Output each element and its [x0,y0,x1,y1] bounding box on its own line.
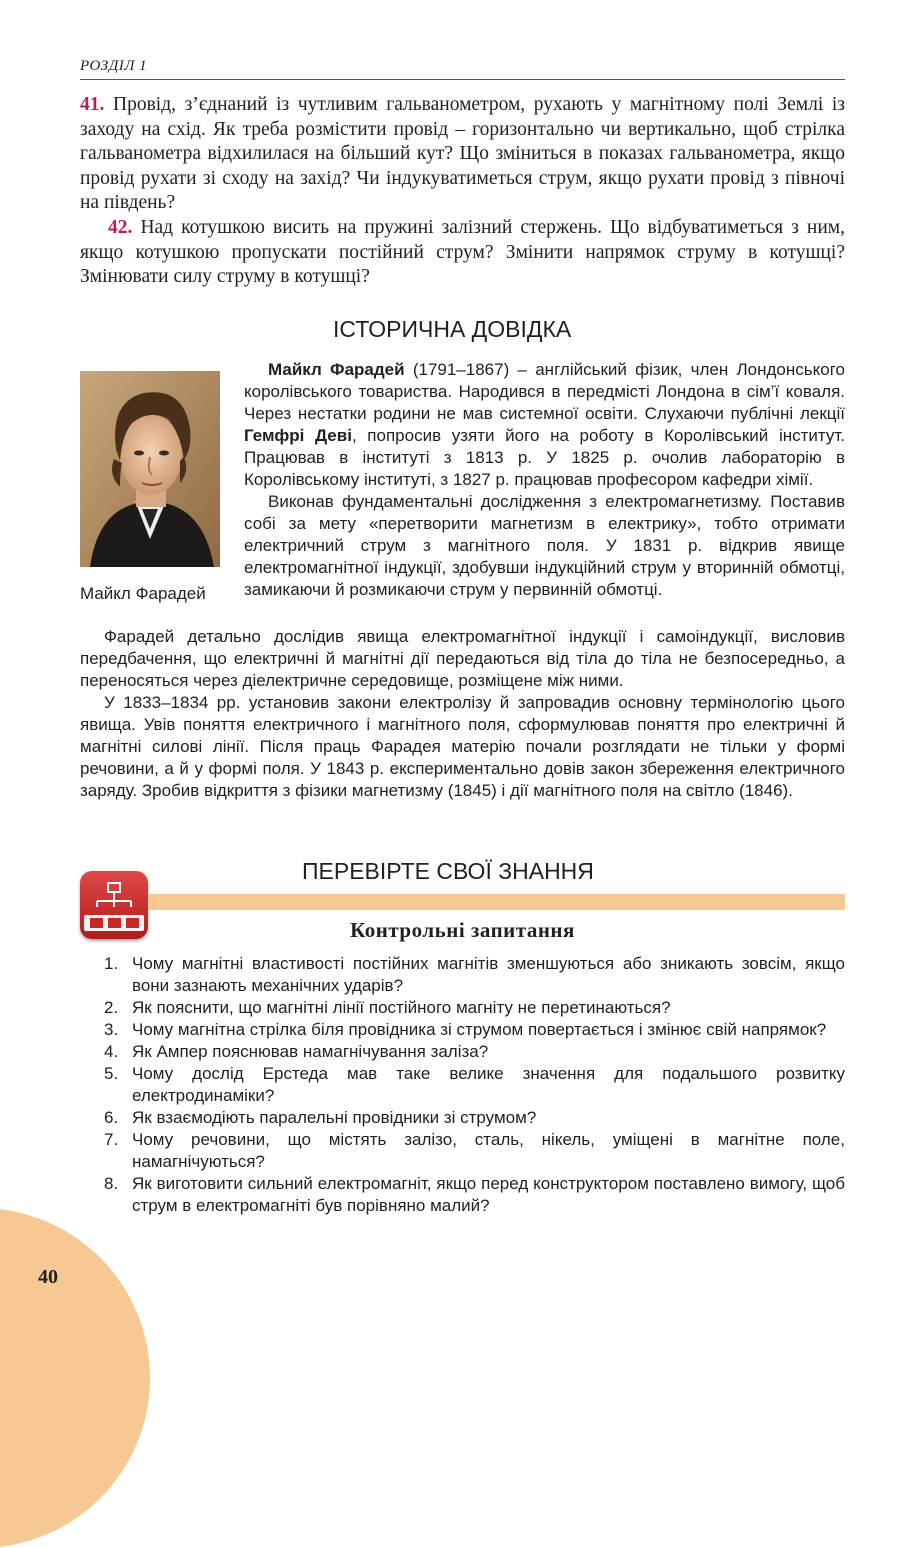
problem-41 [80,93,845,216]
item-text: Як взаємодіють паралельні провідники зі струмом? [132,1108,537,1127]
list-item [104,1107,845,1129]
problem-text: Над котушкою висить на пружині залізний стержень. Що відбуватиметься з ним, якщо котушкою пропускати постійний струм? Змінити напрямок струму в котушці? Змінювати силу струму в котушці? [80,217,846,287]
history-text: , попросив узяти його на роботу в Королівський інститут. Працював в інституті з 1813 р. У 1825 р. очолив лабораторію в Королівському інституті, з 1827 р. працював професором кафедри хімії. [244,426,845,489]
problem-42 [80,216,845,290]
person-name: Майкл Фарадей [268,360,405,379]
item-number: 2. [104,998,119,1017]
page-number: 40 [38,1266,58,1288]
section-band [148,894,845,910]
list-item [104,953,845,997]
item-number: 5. [104,1064,119,1083]
item-text: Як пояснити, що магнітні лінії постійного магніту не перетинаються? [132,998,671,1017]
item-text: Чому дослід Ерстеда мав таке велике значення для подальшого розвитку електродинаміки? [132,1064,845,1105]
person-name: Гемфрі Деві [244,426,352,445]
item-text: Чому магнітні властивості постійних магнітів зменшуються або зникають зовсім, якщо вони зазнають механічних ударів? [132,954,845,995]
list-item [104,1041,845,1063]
section-label: РОЗДІЛ 1 [80,58,148,74]
portrait-caption: Майкл Фарадей [80,584,206,603]
item-number: 8. [104,1174,119,1193]
list-item [104,1173,845,1217]
knowledge-heading: ПЕРЕВІРТЕ СВОЇ ЗНАННЯ [302,858,594,884]
item-text: Як Ампер пояснював намагнічування заліза? [132,1042,489,1061]
item-text: Чому магнітна стрілка біля провідника зі струмом повертається і змінює свій напрямок? [132,1020,827,1039]
history-text: (1791–1867) – англійський фізик, член Лондонського королівського товариства. Народився в передмісті Лондона в сім’ї коваля. Через нестатки родини не мав системної освіти. Слухаючи публічні лекції [244,360,845,423]
item-number: 4. [104,1042,119,1061]
item-text: Чому речовини, що містять залізо, сталь, нікель, уміщені в магнітне поле, намагнічуються? [132,1130,845,1171]
history-paragraph: У 1833–1834 рр. установив закони електролізу й запровадив основну термінологію цього явища. Увів поняття електричного і магнітного поля, сформулював поняття про електричні й магнітні силові лінії. Після праць Фарадея матерію почали розглядати не тільки у формі речовини, а й у формі поля. У 1843 р. експериментально довів закон збереження електричного заряду. Зробив відкриття з фізики магнетизму (1845) і дії магнітного поля на світло (1846). [80,693,845,800]
history-paragraph [244,359,845,491]
question-list [104,953,845,1217]
history-paragraph: Виконав фундаментальні дослідження з електромагнетизму. Поставив собі за мету «перетворити магнетизм в електрику», тобто отримати електричний струм з магнітного поля. У 1831 р. відкрив явище електромагнітної індукції, здобувши індукційний струм у вторинній обмотці, замикаючи й розмикаючи струм у первинній обмотці. [244,492,845,599]
history-paragraph: Фарадей детально дослідив явища електромагнітної індукції і самоіндукції, висловив передбачення, що електричні й магнітні дії передаються від тіла до тіла не безпосередньо, а переносяться через діелектричне середовище, розміщене між ними. [80,627,845,690]
item-number: 3. [104,1020,119,1039]
problem-number: 42. [108,217,133,238]
problem-text: Провід, з’єднаний із чутливим гальванометром, рухають у магнітному полі Землі із заходу на схід. Як треба розмістити провід – горизонтально чи вертикально, щоб стрілка гальванометра відхилилася на більший кут? Що зміниться в показах гальванометра, якщо провід рухати зі сходу на захід? Чи індукуватиметься струм, якщо рухати провід з півночі на південь? [80,94,845,213]
faraday-portrait [80,371,220,567]
page-corner-decoration [0,1208,150,1548]
header-divider [80,79,845,80]
problem-number: 41. [80,94,105,115]
item-text: Як виготовити сильний електромагніт, якщо перед конструктором поставлено вимогу, щоб струм в електромагніті був порівняно малий? [132,1174,845,1215]
list-item [104,1019,845,1041]
history-intro [244,359,845,601]
control-questions-heading: Контрольні запитання [350,918,575,942]
history-heading: ІСТОРИЧНА ДОВІДКА [333,316,572,342]
list-item [104,1063,845,1107]
item-number: 7. [104,1130,119,1149]
item-number: 6. [104,1108,119,1127]
history-continued [80,626,845,802]
item-number: 1. [104,954,119,973]
list-item [104,1129,845,1173]
list-item [104,997,845,1019]
